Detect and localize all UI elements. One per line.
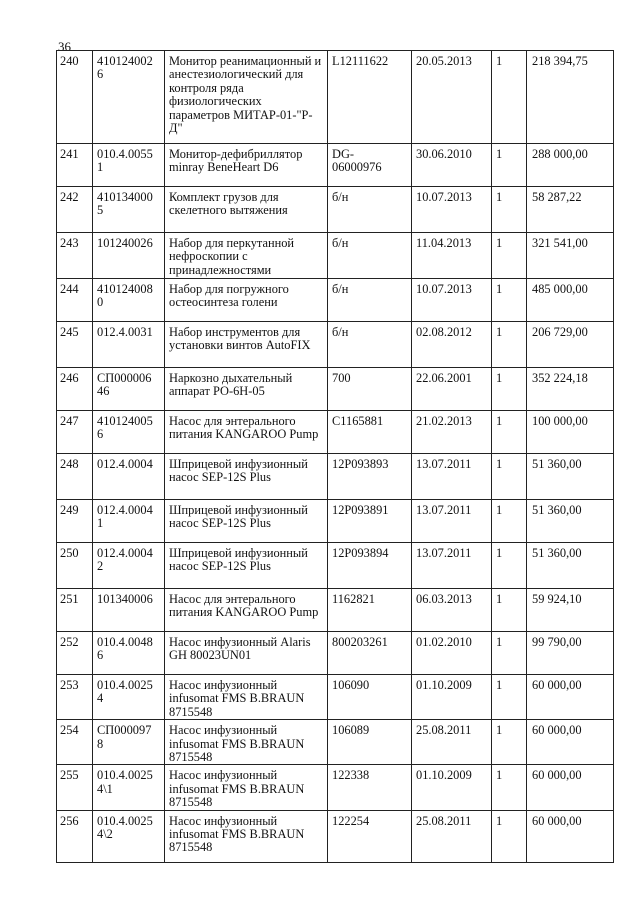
cell-date: 20.05.2013 xyxy=(412,51,492,144)
cell-inventory-no: 010.4.0025 4 xyxy=(93,675,165,720)
cell-amount: 51 360,00 xyxy=(527,543,614,589)
table-row xyxy=(57,144,614,187)
cell-quantity: 1 xyxy=(492,322,527,368)
cell-item-name: Насос инфузионный infusomat FMS B.BRAUN 8715548 xyxy=(165,765,328,810)
inventory-table xyxy=(56,50,614,863)
cell-quantity: 1 xyxy=(492,279,527,322)
cell-item-name: Комплект грузов для скелетного вытяжения xyxy=(165,187,328,233)
cell-amount: 206 729,00 xyxy=(527,322,614,368)
cell-amount: 60 000,00 xyxy=(527,720,614,765)
cell-quantity: 1 xyxy=(492,233,527,279)
cell-amount: 321 541,00 xyxy=(527,233,614,279)
cell-date: 21.02.2013 xyxy=(412,411,492,454)
cell-amount: 58 287,22 xyxy=(527,187,614,233)
cell-row-number: 254 xyxy=(57,720,93,765)
cell-amount: 218 394,75 xyxy=(527,51,614,144)
cell-inventory-no: СП000097 8 xyxy=(93,720,165,765)
cell-item-name: Шприцевой инфузионный насос SEP-12S Plus xyxy=(165,500,328,543)
cell-quantity: 1 xyxy=(492,500,527,543)
cell-quantity: 1 xyxy=(492,632,527,675)
cell-quantity: 1 xyxy=(492,810,527,862)
cell-item-name: Монитор реанимационный и анестезиологический для контроля ряда физиологических параметров МИТАР-01-"Р-Д" xyxy=(165,51,328,144)
cell-row-number: 249 xyxy=(57,500,93,543)
cell-date: 25.08.2011 xyxy=(412,810,492,862)
cell-date: 02.08.2012 xyxy=(412,322,492,368)
table-row xyxy=(57,543,614,589)
cell-date: 11.04.2013 xyxy=(412,233,492,279)
cell-item-name: Насос для энтерального питания KANGAROO Pump xyxy=(165,411,328,454)
cell-quantity: 1 xyxy=(492,675,527,720)
cell-row-number: 246 xyxy=(57,368,93,411)
cell-quantity: 1 xyxy=(492,187,527,233)
cell-row-number: 247 xyxy=(57,411,93,454)
cell-serial-no: 12P093893 xyxy=(328,454,412,500)
cell-quantity: 1 xyxy=(492,720,527,765)
cell-item-name: Насос инфузионный infusomat FMS B.BRAUN 8715548 xyxy=(165,675,328,720)
cell-row-number: 242 xyxy=(57,187,93,233)
cell-inventory-no: 410124005 6 xyxy=(93,411,165,454)
cell-quantity: 1 xyxy=(492,765,527,810)
cell-item-name: Насос инфузионный infusomat FMS B.BRAUN 8715548 xyxy=(165,810,328,862)
cell-inventory-no: 010.4.0055 1 xyxy=(93,144,165,187)
cell-date: 13.07.2011 xyxy=(412,454,492,500)
cell-serial-no: б/н xyxy=(328,187,412,233)
table-row xyxy=(57,810,614,862)
cell-inventory-no: 012.4.0004 xyxy=(93,454,165,500)
cell-row-number: 240 xyxy=(57,51,93,144)
cell-serial-no: 800203261 xyxy=(328,632,412,675)
cell-date: 10.07.2013 xyxy=(412,187,492,233)
cell-date: 30.06.2010 xyxy=(412,144,492,187)
cell-amount: 59 924,10 xyxy=(527,589,614,632)
table-row xyxy=(57,322,614,368)
cell-row-number: 252 xyxy=(57,632,93,675)
cell-quantity: 1 xyxy=(492,454,527,500)
cell-inventory-no: 010.4.0048 6 xyxy=(93,632,165,675)
cell-date: 01.10.2009 xyxy=(412,675,492,720)
cell-inventory-no: 010.4.0025 4\2 xyxy=(93,810,165,862)
cell-quantity: 1 xyxy=(492,368,527,411)
cell-date: 13.07.2011 xyxy=(412,543,492,589)
table-row xyxy=(57,368,614,411)
cell-serial-no: 106089 xyxy=(328,720,412,765)
cell-row-number: 255 xyxy=(57,765,93,810)
cell-item-name: Набор инструментов для установки винтов AutoFIX xyxy=(165,322,328,368)
cell-item-name: Набор для перкутанной нефроскопии с принадлежностями xyxy=(165,233,328,279)
cell-amount: 288 000,00 xyxy=(527,144,614,187)
cell-item-name: Шприцевой инфузионный насос SEP-12S Plus xyxy=(165,543,328,589)
cell-serial-no: 1162821 xyxy=(328,589,412,632)
cell-serial-no: DG- 06000976 xyxy=(328,144,412,187)
cell-date: 01.02.2010 xyxy=(412,632,492,675)
cell-date: 06.03.2013 xyxy=(412,589,492,632)
page-number: 36 xyxy=(58,39,71,54)
cell-inventory-no: 410124008 0 xyxy=(93,279,165,322)
table-row xyxy=(57,51,614,144)
table-row xyxy=(57,720,614,765)
cell-quantity: 1 xyxy=(492,543,527,589)
cell-serial-no: C1165881 xyxy=(328,411,412,454)
cell-serial-no: б/н xyxy=(328,279,412,322)
cell-item-name: Набор для погружного остеосинтеза голени xyxy=(165,279,328,322)
cell-amount: 100 000,00 xyxy=(527,411,614,454)
cell-date: 13.07.2011 xyxy=(412,500,492,543)
cell-row-number: 243 xyxy=(57,233,93,279)
table-row xyxy=(57,454,614,500)
cell-amount: 60 000,00 xyxy=(527,675,614,720)
cell-amount: 485 000,00 xyxy=(527,279,614,322)
cell-row-number: 253 xyxy=(57,675,93,720)
cell-serial-no: 106090 xyxy=(328,675,412,720)
cell-row-number: 244 xyxy=(57,279,93,322)
cell-row-number: 245 xyxy=(57,322,93,368)
cell-item-name: Шприцевой инфузионный насос SEP-12S Plus xyxy=(165,454,328,500)
cell-inventory-no: 101340006 xyxy=(93,589,165,632)
cell-serial-no: 12P093894 xyxy=(328,543,412,589)
cell-serial-no: 700 xyxy=(328,368,412,411)
cell-date: 22.06.2001 xyxy=(412,368,492,411)
cell-row-number: 248 xyxy=(57,454,93,500)
cell-serial-no: 122338 xyxy=(328,765,412,810)
table-row xyxy=(57,233,614,279)
cell-amount: 60 000,00 xyxy=(527,810,614,862)
cell-row-number: 250 xyxy=(57,543,93,589)
cell-amount: 99 790,00 xyxy=(527,632,614,675)
cell-quantity: 1 xyxy=(492,51,527,144)
cell-amount: 60 000,00 xyxy=(527,765,614,810)
cell-quantity: 1 xyxy=(492,144,527,187)
cell-quantity: 1 xyxy=(492,589,527,632)
cell-date: 01.10.2009 xyxy=(412,765,492,810)
cell-item-name: Наркозно дыхательный аппарат РО-6Н-05 xyxy=(165,368,328,411)
cell-serial-no: 12P093891 xyxy=(328,500,412,543)
cell-item-name: Монитор-дефибриллятор minray BeneHeart D6 xyxy=(165,144,328,187)
table-row xyxy=(57,279,614,322)
table-row xyxy=(57,187,614,233)
cell-inventory-no: 012.4.0031 xyxy=(93,322,165,368)
table-row xyxy=(57,411,614,454)
cell-inventory-no: 012.4.0004 1 xyxy=(93,500,165,543)
cell-date: 25.08.2011 xyxy=(412,720,492,765)
cell-row-number: 251 xyxy=(57,589,93,632)
cell-serial-no: б/н xyxy=(328,322,412,368)
table-row xyxy=(57,500,614,543)
cell-item-name: Насос инфузионный infusomat FMS B.BRAUN 8715548 xyxy=(165,720,328,765)
cell-amount: 51 360,00 xyxy=(527,500,614,543)
table-row xyxy=(57,765,614,810)
cell-date: 10.07.2013 xyxy=(412,279,492,322)
cell-amount: 51 360,00 xyxy=(527,454,614,500)
cell-amount: 352 224,18 xyxy=(527,368,614,411)
cell-row-number: 241 xyxy=(57,144,93,187)
cell-inventory-no: 101240026 xyxy=(93,233,165,279)
cell-quantity: 1 xyxy=(492,411,527,454)
cell-inventory-no: 410134000 5 xyxy=(93,187,165,233)
cell-item-name: Насос инфузионный Alaris GH 80023UN01 xyxy=(165,632,328,675)
cell-serial-no: L12111622 xyxy=(328,51,412,144)
cell-inventory-no: 410124002 6 xyxy=(93,51,165,144)
cell-inventory-no: СП000006 46 xyxy=(93,368,165,411)
table-row xyxy=(57,632,614,675)
cell-inventory-no: 010.4.0025 4\1 xyxy=(93,765,165,810)
table-row xyxy=(57,675,614,720)
cell-inventory-no: 012.4.0004 2 xyxy=(93,543,165,589)
cell-serial-no: б/н xyxy=(328,233,412,279)
cell-row-number: 256 xyxy=(57,810,93,862)
cell-item-name: Насос для энтерального питания KANGAROO Pump xyxy=(165,589,328,632)
cell-serial-no: 122254 xyxy=(328,810,412,862)
table-row xyxy=(57,589,614,632)
